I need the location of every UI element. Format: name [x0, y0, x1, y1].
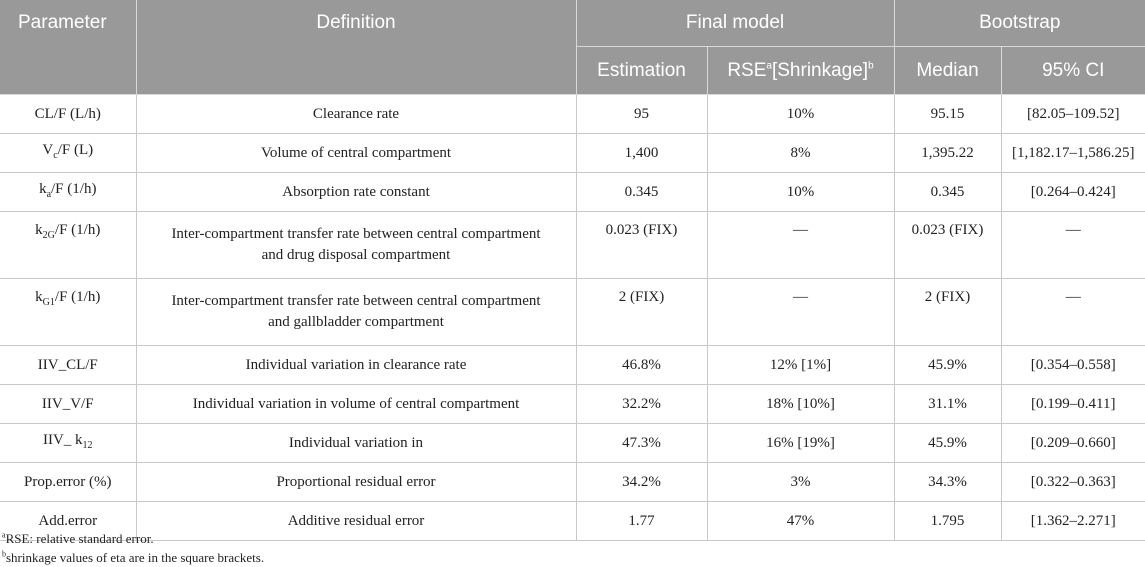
definition-cell: Inter-compartment transfer rate between central compartment and drug disposal compartment — [136, 212, 576, 279]
param-cell: $V_c/F$ (L) — [0, 134, 136, 173]
param-cell: Add.error — [0, 502, 136, 541]
header-rse-shrinkage: RSE$^a$[Shrinkage]$^b$ — [707, 47, 894, 95]
definition-cell: Individual variation in clearance rate — [136, 346, 576, 385]
footnote-a: $^a$RSE: relative standard error. — [2, 530, 154, 546]
rse-cell: 18% [10%] — [707, 385, 894, 424]
ci-cell: [0.199–0.411] — [1001, 385, 1145, 424]
table-body — [0, 95, 1145, 541]
header-definition: Definition — [136, 0, 576, 95]
param-cell: IIV_CL/F — [0, 346, 136, 385]
estimation-cell: 46.8% — [576, 346, 707, 385]
estimation-cell: 0.345 — [576, 173, 707, 212]
param-cell: $k_{G1}/F$ (1/h) — [0, 279, 136, 346]
table-row — [0, 279, 1145, 346]
rse-cell: 12% [1%] — [707, 346, 894, 385]
table-header — [0, 0, 1145, 95]
ci-cell: [1,182.17–1,586.25] — [1001, 134, 1145, 173]
param-cell: IIV_V/F — [0, 385, 136, 424]
header-median: Median — [894, 47, 1001, 95]
table-footnotes — [0, 529, 264, 567]
header-estimation: Estimation — [576, 47, 707, 95]
param-cell: Prop.error (%) — [0, 463, 136, 502]
header-95-ci: 95% CI — [1001, 47, 1145, 95]
ci-cell: [82.05–109.52] — [1001, 95, 1145, 134]
table-row — [0, 134, 1145, 173]
median-cell: 2 (FIX) — [894, 279, 1001, 346]
estimation-cell: 47.3% — [576, 424, 707, 463]
definition-cell: Individual variation in — [136, 424, 576, 463]
param-cell: CL/F (L/h) — [0, 95, 136, 134]
estimation-cell: 1,400 — [576, 134, 707, 173]
header-final-model: Final model — [576, 0, 894, 47]
rse-cell: — — [707, 279, 894, 346]
table-row — [0, 173, 1145, 212]
header-bootstrap: Bootstrap — [894, 0, 1145, 47]
rse-cell: 8% — [707, 134, 894, 173]
median-cell: 0.023 (FIX) — [894, 212, 1001, 279]
estimation-cell: 95 — [576, 95, 707, 134]
median-cell: 45.9% — [894, 424, 1001, 463]
median-cell: 1.795 — [894, 502, 1001, 541]
ci-cell: [0.322–0.363] — [1001, 463, 1145, 502]
median-cell: 95.15 — [894, 95, 1001, 134]
header-parameter: Parameter — [0, 0, 136, 95]
footnote-b: $^b$shrinkage values of eta are in the square brackets. — [2, 549, 265, 565]
table-row — [0, 463, 1145, 502]
definition-cell: Additive residual error — [136, 502, 576, 541]
estimation-cell: 34.2% — [576, 463, 707, 502]
ci-cell: — — [1001, 212, 1145, 279]
rse-cell: — — [707, 212, 894, 279]
table-row — [0, 212, 1145, 279]
median-cell: 45.9% — [894, 346, 1001, 385]
estimation-cell: 1.77 — [576, 502, 707, 541]
definition-cell: Clearance rate — [136, 95, 576, 134]
rse-cell: 10% — [707, 95, 894, 134]
rse-cell: 3% — [707, 463, 894, 502]
rse-cell: 47% — [707, 502, 894, 541]
estimation-cell: 32.2% — [576, 385, 707, 424]
param-cell: $k_a/F$ (1/h) — [0, 173, 136, 212]
rse-cell: 10% — [707, 173, 894, 212]
rse-cell: 16% [19%] — [707, 424, 894, 463]
median-cell: 34.3% — [894, 463, 1001, 502]
definition-cell: Absorption rate constant — [136, 173, 576, 212]
estimation-cell: 0.023 (FIX) — [576, 212, 707, 279]
definition-cell: Volume of central compartment — [136, 134, 576, 173]
estimation-cell: 2 (FIX) — [576, 279, 707, 346]
definition-cell: Proportional residual error — [136, 463, 576, 502]
table-row — [0, 95, 1145, 134]
median-cell: 1,395.22 — [894, 134, 1001, 173]
ci-cell: [0.264–0.424] — [1001, 173, 1145, 212]
ci-cell: [0.354–0.558] — [1001, 346, 1145, 385]
ci-cell: [0.209–0.660] — [1001, 424, 1145, 463]
table-row — [0, 385, 1145, 424]
ci-cell: [1.362–2.271] — [1001, 502, 1145, 541]
definition-cell: Individual variation in volume of central compartment — [136, 385, 576, 424]
param-cell: $k_{2G}/F$ (1/h) — [0, 212, 136, 279]
table-row — [0, 424, 1145, 463]
table-row — [0, 346, 1145, 385]
ci-cell: — — [1001, 279, 1145, 346]
definition-cell: Inter-compartment transfer rate between central compartment and gallbladder compartment — [136, 279, 576, 346]
param-cell: IIV_ $k_{12}$ — [0, 424, 136, 463]
median-cell: 31.1% — [894, 385, 1001, 424]
median-cell: 0.345 — [894, 173, 1001, 212]
